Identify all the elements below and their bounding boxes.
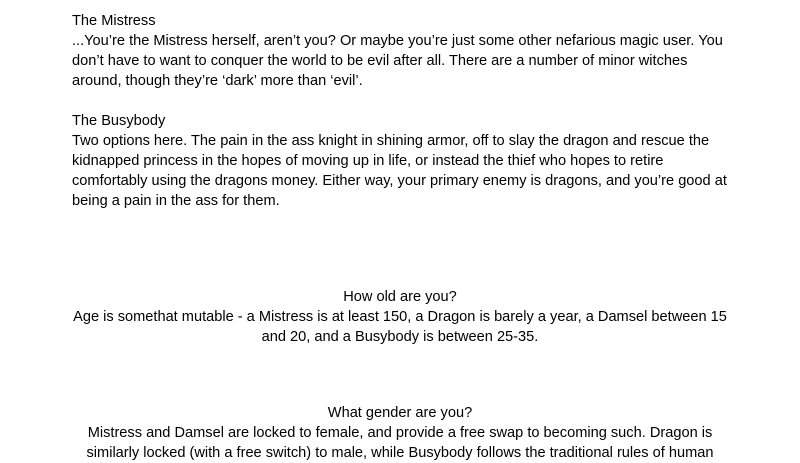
section-body: ...You’re the Mistress herself, aren’t you? Or maybe you’re just some other nefarious magic user. You don’t have to want to conquer the world to be evil after all. There are a number of minor witches around, though they’re ‘dark’ more than ‘evil’. — [72, 33, 723, 89]
section-heading: The Busybody — [72, 113, 166, 129]
section-the-mistress — [72, 11, 732, 91]
question-age — [72, 287, 728, 347]
section-the-busybody — [72, 111, 732, 211]
section-heading: The Mistress — [72, 13, 156, 29]
question-gender — [72, 403, 728, 463]
question-body: Mistress and Damsel are locked to female, and provide a free swap to becoming such. Dragon is similarly locked (with a free switch) to male, while Busybody follows the traditional rules of human — [86, 425, 714, 461]
question-body: Age is somethat mutable - a Mistress is at least 150, a Dragon is barely a year, a Damsel between 15 and 20, and a Busybody is between 25-35. — [73, 309, 727, 345]
question-title: How old are you? — [343, 289, 457, 305]
question-title: What gender are you? — [327, 405, 473, 421]
section-body: Two options here. The pain in the ass knight in shining armor, off to slay the dragon and rescue the kidnapped princess in the hopes of moving up in life, or instead the thief who hopes to retire comfortably using the dragons money. Either way, your primary enemy is dragons, and you’re good at being a pain in the ass for them. — [72, 133, 727, 209]
